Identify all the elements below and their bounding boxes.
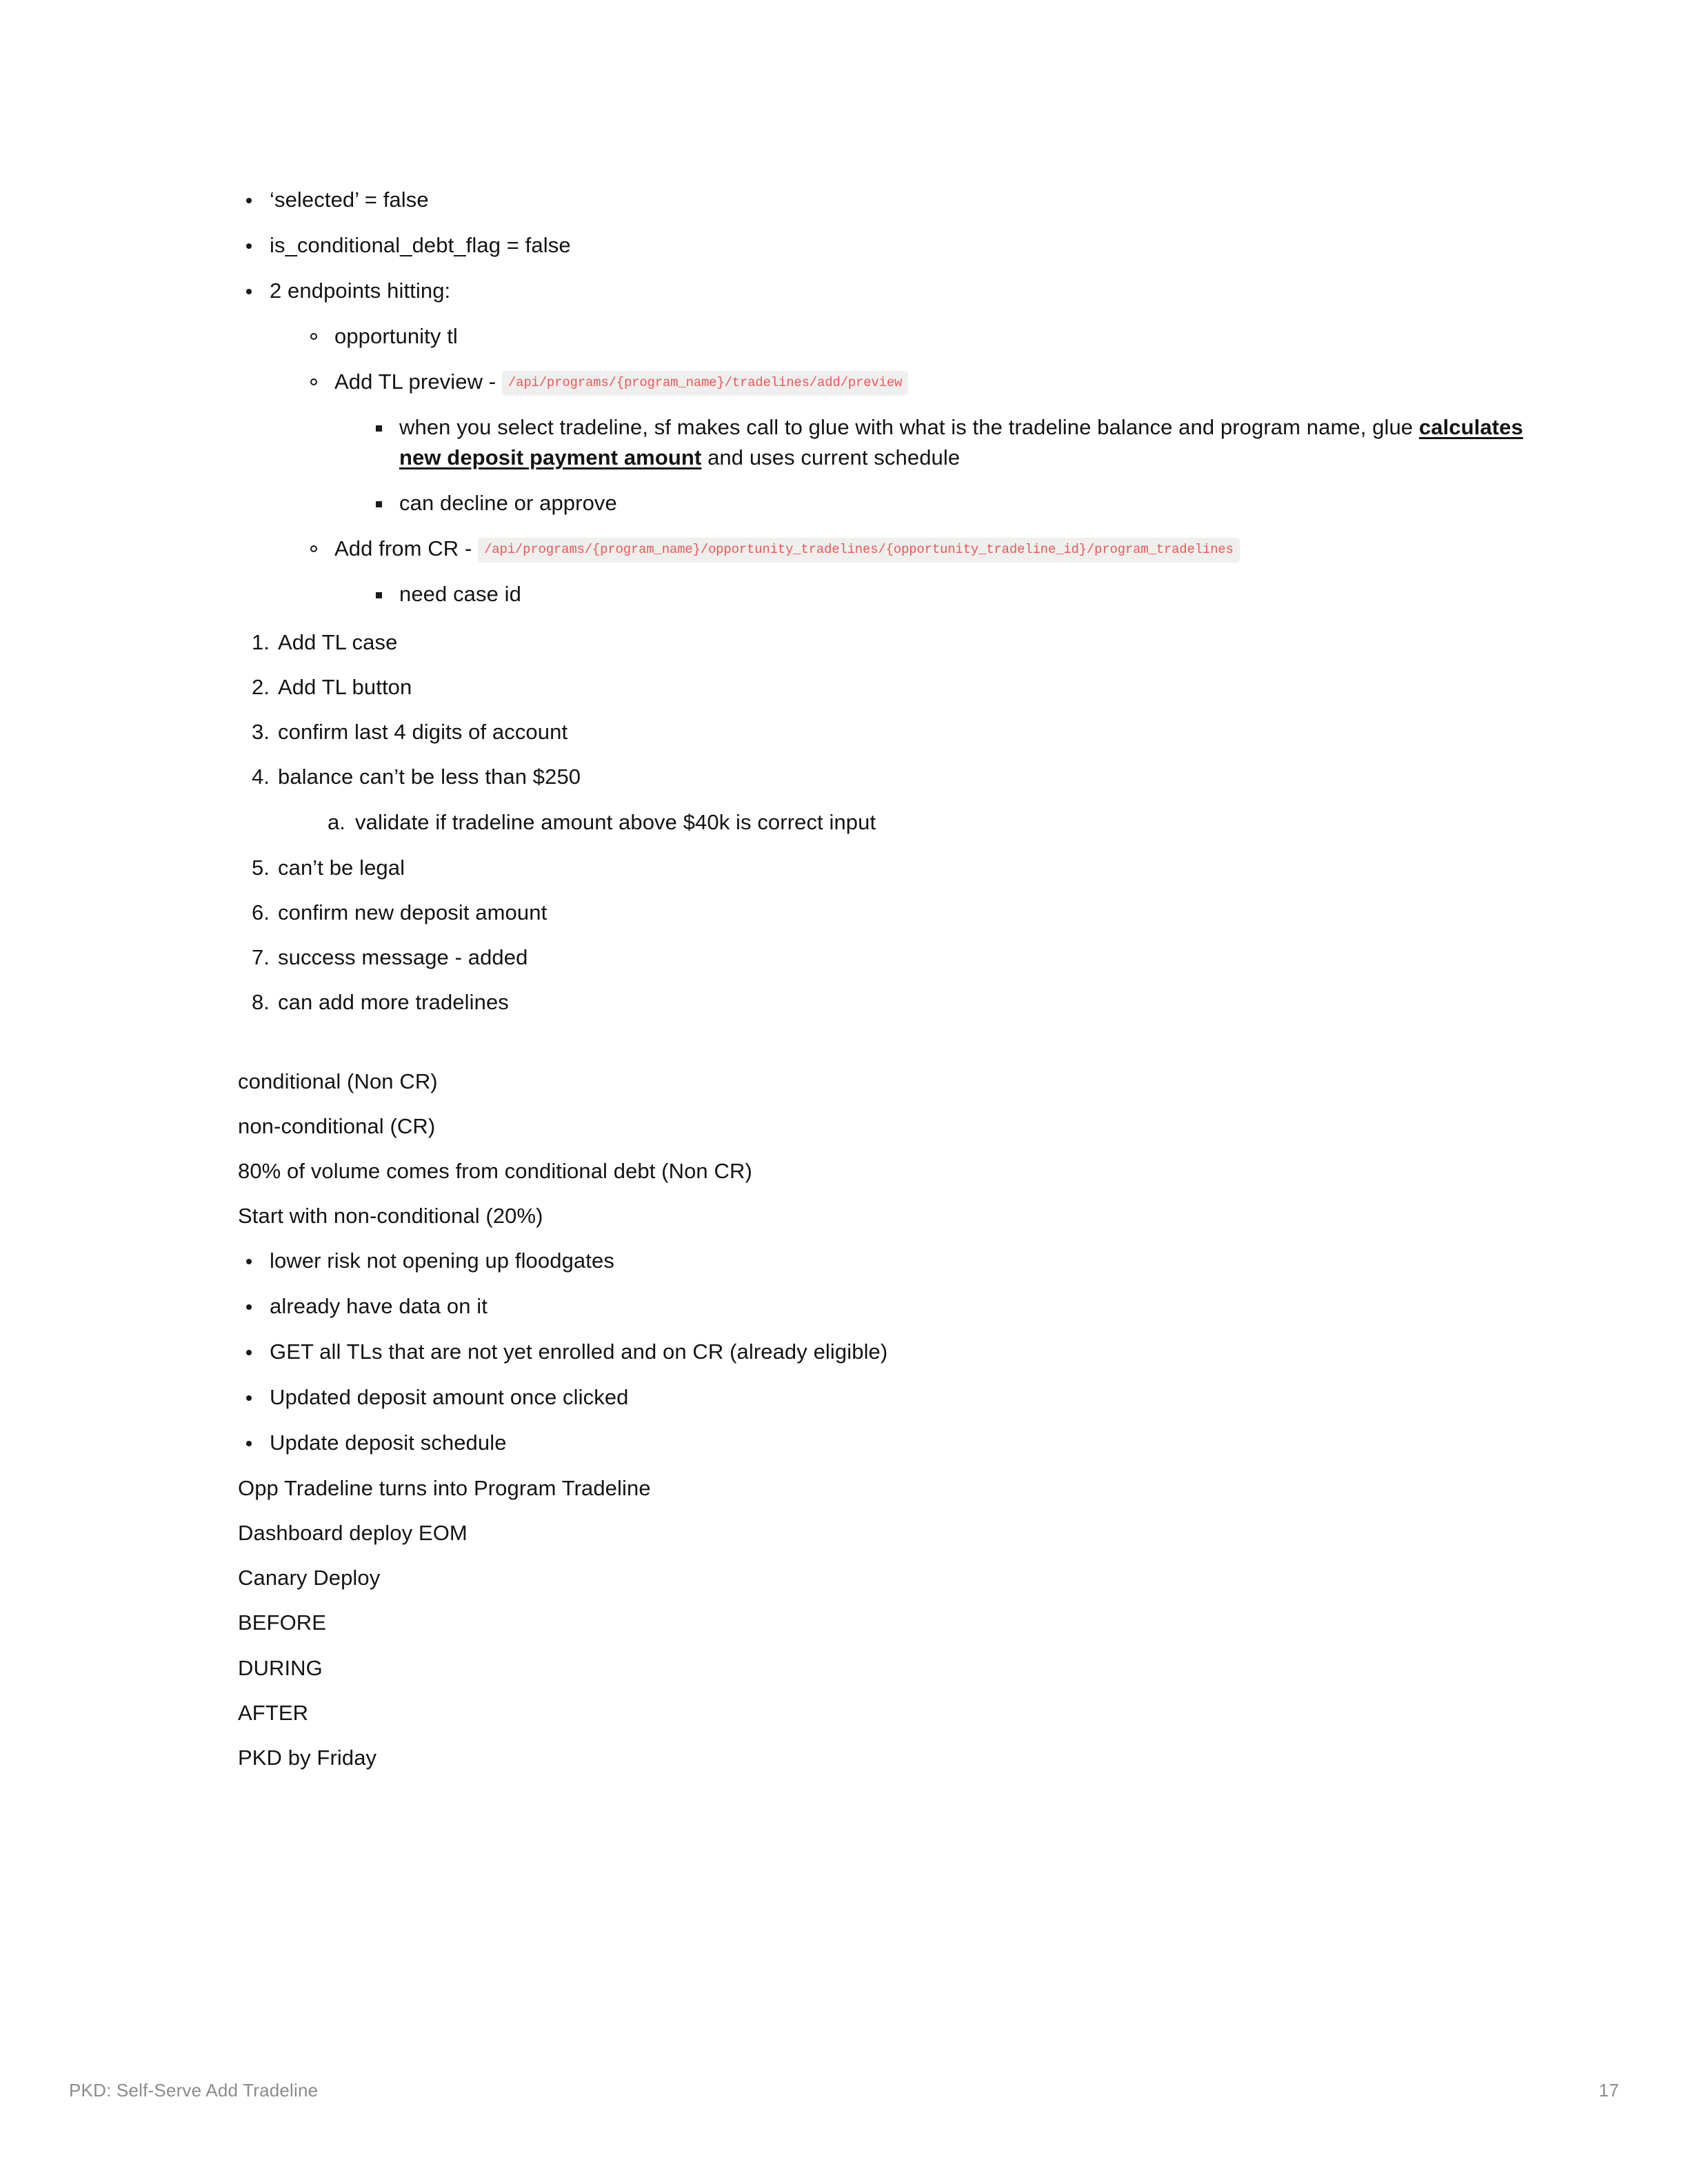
list-marker: 7. xyxy=(251,945,270,970)
list-item-text: Updated deposit amount once clicked xyxy=(270,1385,629,1410)
list-item xyxy=(368,488,1527,518)
note-line: Start with non-conditional (20%) xyxy=(238,1204,543,1228)
endpoint-label: Add TL preview - xyxy=(334,370,502,394)
detail-text-lead: can decline or approve xyxy=(399,491,617,516)
numbered-list-item xyxy=(238,717,1527,747)
endpoint-item-add-from-cr xyxy=(303,534,1527,609)
footer-document-title: PKD: Self-Serve Add Tradeline xyxy=(69,2080,319,2101)
footer-page-number: 17 xyxy=(1598,2080,1619,2101)
section-spacer xyxy=(238,1032,1527,1066)
list-item-text: validate if tradeline amount above $40k is correct input xyxy=(355,810,876,835)
note-line: non-conditional (CR) xyxy=(238,1114,436,1139)
endpoint-code-chip: /api/programs/{program_name}/tradelines/add/preview xyxy=(502,371,908,396)
numbered-step-list-part2 xyxy=(238,853,1527,1018)
note-line: Opp Tradeline turns into Program Tradeline xyxy=(238,1476,651,1501)
list-item-text: can’t be legal xyxy=(278,856,405,880)
detail-text-lead: need case id xyxy=(399,582,521,607)
list-item-text: lower risk not opening up floodgates xyxy=(270,1248,614,1273)
outline-bullet-list-level1 xyxy=(238,185,1527,609)
list-item xyxy=(238,1337,1527,1367)
numbered-step-list-part1 xyxy=(238,627,1527,838)
numbered-sub-list xyxy=(278,807,1527,838)
list-item-text: confirm new deposit amount xyxy=(278,900,547,925)
detail-text-tail: and uses current schedule xyxy=(701,445,961,470)
notes-bullet-list xyxy=(238,1246,1527,1458)
list-item-text: ‘selected’ = false xyxy=(270,188,429,212)
note-line: BEFORE xyxy=(238,1610,327,1635)
note-line: DURING xyxy=(238,1655,323,1680)
list-item xyxy=(238,276,1527,609)
list-item xyxy=(238,1246,1527,1276)
list-item-text: Add TL button xyxy=(278,675,412,700)
note-line: 80% of volume comes from conditional debt (Non CR) xyxy=(238,1159,752,1184)
endpoint-detail-list xyxy=(334,412,1527,518)
list-item-text: balance can’t be less than $250 xyxy=(278,765,581,789)
endpoint-item-add-tl-preview xyxy=(303,367,1527,518)
note-line: conditional (Non CR) xyxy=(238,1069,438,1094)
numbered-list-item xyxy=(238,942,1527,973)
endpoint-label: Add from CR - xyxy=(334,536,479,561)
numbered-list-item xyxy=(238,853,1527,883)
list-item xyxy=(238,230,1527,261)
list-item xyxy=(368,579,1527,609)
numbered-sub-list-item xyxy=(315,807,1527,838)
endpoint-list xyxy=(270,321,1527,609)
numbered-list-item xyxy=(238,898,1527,928)
detail-text-emphasis: calculates new deposit payment amount xyxy=(399,415,1523,470)
list-marker: 4. xyxy=(251,765,270,789)
list-marker: 3. xyxy=(251,720,270,745)
list-item xyxy=(238,185,1527,215)
list-item xyxy=(238,1291,1527,1322)
list-item-text: GET all TLs that are not yet enrolled and on CR (already eligible) xyxy=(270,1339,888,1364)
endpoint-item-opportunity-tl xyxy=(303,321,1527,352)
note-line: AFTER xyxy=(238,1700,309,1725)
list-marker: a. xyxy=(327,810,345,835)
list-marker: 8. xyxy=(251,990,270,1015)
list-marker: 5. xyxy=(251,856,270,880)
note-line: Dashboard deploy EOM xyxy=(238,1521,468,1546)
list-marker: 2. xyxy=(251,675,270,700)
numbered-list-item xyxy=(238,627,1527,658)
list-item-text: already have data on it xyxy=(270,1294,488,1319)
endpoint-label: opportunity tl xyxy=(334,324,458,349)
list-item-text: success message - added xyxy=(278,945,528,970)
numbered-list-item xyxy=(238,762,1527,838)
endpoint-code-chip: /api/programs/{program_name}/opportunity_tradelines/{opportunity_tradeline_id}/program_tradelines xyxy=(478,538,1240,563)
list-item-text: Add TL case xyxy=(278,630,398,655)
list-item xyxy=(238,1382,1527,1413)
list-item xyxy=(238,1428,1527,1458)
numbered-list-item xyxy=(238,987,1527,1018)
detail-text-lead: when you select tradeline, sf makes call to glue with what is the tradeline balance and program name, glue xyxy=(399,415,1419,440)
list-item xyxy=(368,412,1527,473)
note-line: PKD by Friday xyxy=(238,1745,377,1770)
list-item-text: 2 endpoints hitting: xyxy=(270,279,451,303)
list-marker: 1. xyxy=(251,630,270,655)
numbered-list-item xyxy=(238,672,1527,702)
endpoint-detail-list xyxy=(334,579,1527,609)
list-marker: 6. xyxy=(251,900,270,925)
list-item-text: is_conditional_debt_flag = false xyxy=(270,233,571,258)
list-item-text: Update deposit schedule xyxy=(270,1430,507,1455)
list-item-text: can add more tradelines xyxy=(278,990,509,1015)
document-content xyxy=(238,185,1527,1788)
page-footer xyxy=(69,2080,1619,2101)
list-item-text: confirm last 4 digits of account xyxy=(278,720,568,745)
note-line: Canary Deploy xyxy=(238,1566,381,1590)
